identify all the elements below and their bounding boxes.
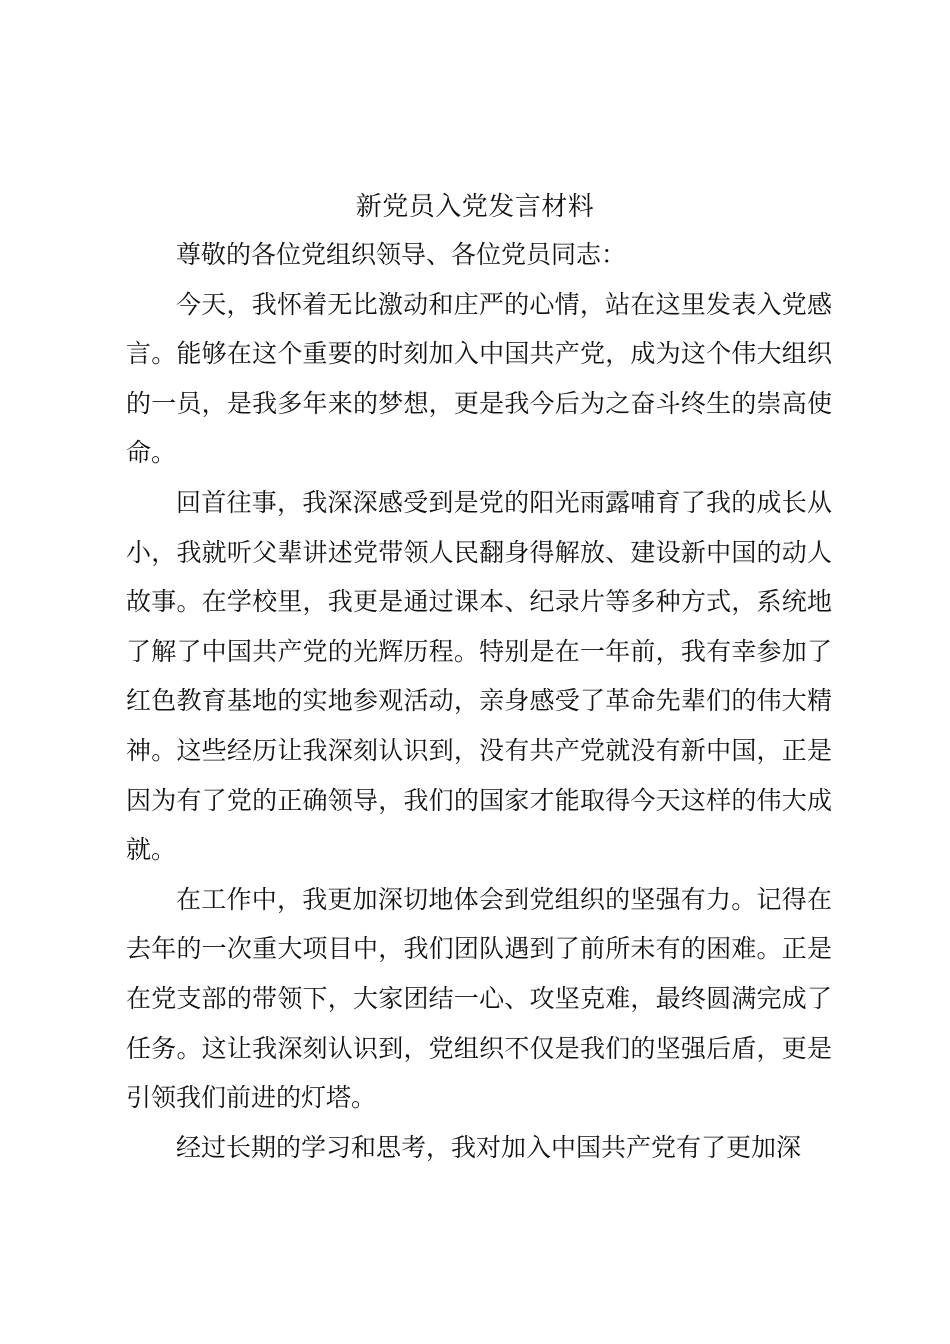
- paragraph-3: 在工作中，我更加深切地体会到党组织的坚强有力。记得在去年的一次重大项目中，我们团队遇到了前所未有的困难。正是在党支部的带领下，大家团结一心、攻坚克难，最终圆满完成了任务。这让我深刻认识到，党组织不仅是我们的坚强后盾，更是引领我们前进的灯塔。: [126, 884, 832, 1113]
- document-body: [126, 230, 832, 1172]
- paragraph-2: 回首往事，我深深感受到是党的阳光雨露哺育了我的成长从小，我就听父辈讲述党带领人民翻身得解放、建设新中国的动人故事。在学校里，我更是通过课本、纪录片等多种方式，系统地了解了中国共产党的光辉历程。特别是在一年前，我有幸参加了红色教育基地的实地参观活动，亲身感受了革命先辈们的伟大精神。这些经历让我深刻认识到，没有共产党就没有新中国，正是因为有了党的正确领导，我们的国家才能取得今天这样的伟大成就。: [126, 487, 832, 865]
- paragraph-1: 今天，我怀着无比激动和庄严的心情，站在这里发表入党感言。能够在这个重要的时刻加入中国共产党，成为这个伟大组织的一员，是我多年来的梦想，更是我今后为之奋斗终生的崇高使命。: [126, 289, 832, 468]
- document-title: 新党员入党发言材料: [355, 192, 595, 222]
- salutation: 尊敬的各位党组织领导、各位党员同志：: [176, 240, 627, 269]
- paragraph-4: 经过长期的学习和思考，我对加入中国共产党有了更加深: [176, 1132, 802, 1162]
